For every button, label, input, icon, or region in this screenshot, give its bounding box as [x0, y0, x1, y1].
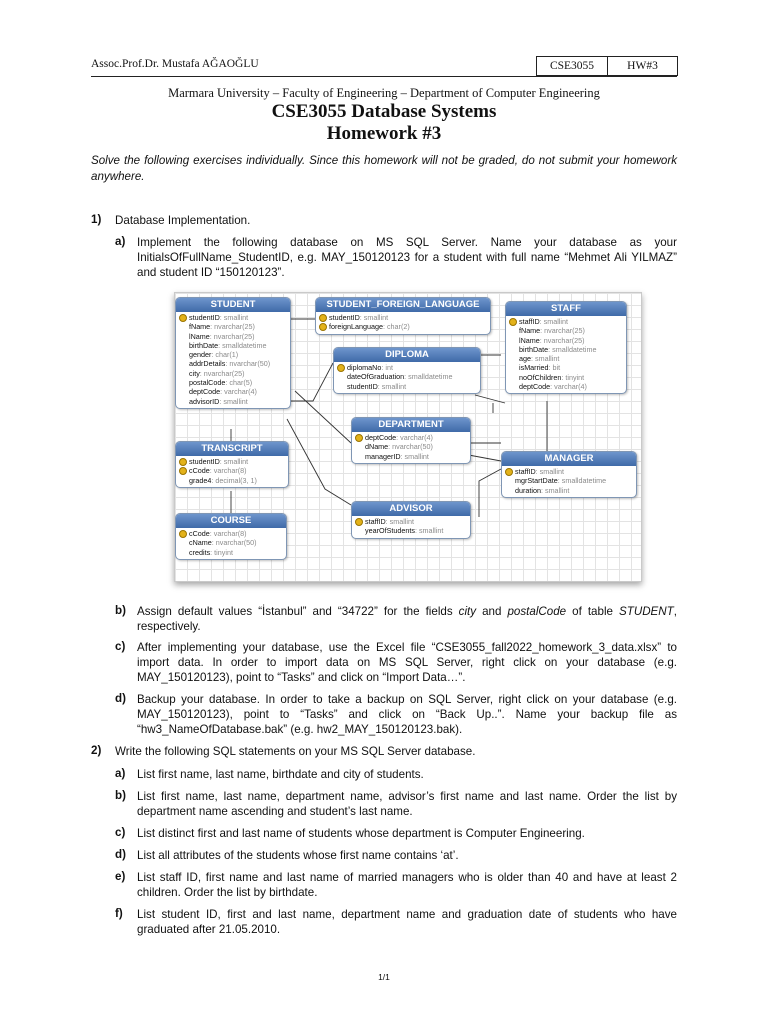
attribute-type: : smallint — [400, 451, 429, 461]
attribute-name: cCode — [189, 529, 210, 538]
entity-attribute — [509, 345, 623, 354]
attribute-name: birthDate — [189, 340, 219, 350]
attribute-name: gender — [189, 350, 212, 360]
entity-staff — [505, 301, 627, 394]
q2c-label: c) — [115, 826, 126, 839]
primary-key-attribute — [319, 313, 487, 322]
entity-attribute — [179, 476, 285, 485]
attribute-type: : int — [381, 363, 393, 372]
attribute-name: age — [519, 354, 531, 364]
attribute-type: : varchar(4) — [220, 387, 257, 397]
attribute-name: studentID — [189, 457, 220, 466]
entity-advisor — [351, 501, 471, 539]
attribute-type: : varchar(4) — [550, 382, 587, 392]
q1-text: Database Implementation. — [115, 214, 251, 227]
attribute-name: lName — [519, 335, 540, 345]
attribute-type: : varchar(8) — [209, 529, 247, 538]
q1c-text: After implementing your database, use the Excel file “CSE3055_fall2022_homework_3_data.xlsx” to import data. In order to import data on MS SQL Server, right click on your database (e.g. MAY_150120123), point to “Tasks” and click on “Import Data…”. — [137, 641, 677, 684]
q2b-label: b) — [115, 789, 126, 802]
attribute-name: city — [189, 368, 200, 378]
primary-key-attribute — [355, 517, 467, 526]
entity-attribute — [509, 373, 623, 382]
entity-title: STAFF — [506, 302, 626, 316]
attribute-type: : nvarchar(25) — [540, 326, 585, 336]
entity-attribute — [179, 538, 283, 547]
attribute-name: diplomaNo — [347, 363, 382, 372]
primary-key-attribute — [319, 322, 487, 331]
entity-department — [351, 417, 471, 464]
er-diagram — [174, 292, 642, 582]
attribute-name: fName — [189, 322, 211, 332]
attribute-type: : char(1) — [211, 350, 239, 360]
entity-student-foreign-language — [315, 297, 491, 335]
attribute-name: dateOfGraduation — [347, 372, 405, 382]
entity-title: COURSE — [176, 514, 286, 528]
attribute-type: : smallint — [219, 396, 248, 406]
attribute-name: duration — [515, 485, 541, 495]
attribute-type: : char(2) — [382, 322, 410, 332]
entity-manager — [501, 451, 637, 498]
attribute-type: : varchar(8) — [209, 466, 247, 476]
attribute-type: : nvarchar(50) — [211, 538, 257, 548]
entity-attribute — [509, 326, 623, 335]
entity-transcript — [175, 441, 289, 488]
entity-attribute — [509, 363, 623, 372]
attribute-type: : smallint — [359, 313, 389, 322]
attribute-type: : smalldatetime — [557, 476, 607, 486]
attribute-name: cCode — [189, 466, 210, 476]
attribute-name: fName — [519, 326, 541, 336]
attribute-type: : smallint — [531, 354, 560, 364]
attribute-name: foreignLanguage — [329, 322, 383, 332]
attribute-name: grade4 — [189, 475, 212, 485]
primary-key-attribute — [337, 363, 477, 372]
q2-number: 2) — [91, 744, 102, 757]
homework-code: HW#3 — [627, 60, 658, 72]
attribute-type: : nvarchar(50) — [225, 359, 271, 369]
entity-attribute — [337, 372, 477, 381]
q1-number: 1) — [91, 213, 102, 226]
q2e-text: List staff ID, first name and last name of married managers who is older than 40 and have at least 2 children. Order the list by birthdate. — [137, 871, 677, 899]
entity-title: TRANSCRIPT — [176, 442, 288, 456]
header-divider — [91, 76, 677, 77]
q2-text: Write the following SQL statements on your MS SQL Server database. — [115, 745, 476, 758]
q2a-label: a) — [115, 767, 126, 780]
attribute-name: managerID — [365, 451, 401, 461]
page-subtitle: Homework #3 — [326, 123, 442, 144]
q2f-label: f) — [115, 907, 123, 920]
attribute-type: : smallint — [377, 381, 407, 391]
entity-attribute — [179, 350, 287, 359]
attribute-name: birthDate — [519, 344, 549, 354]
entity-title: DEPARTMENT — [352, 418, 470, 432]
primary-key-attribute — [505, 467, 633, 476]
q2b-text: List first name, last name, department name, advisor’s first name and last name. Order the list by department name ascending and student’s last name. — [137, 790, 677, 818]
attribute-name: studentID — [329, 313, 360, 322]
q2e-label: e) — [115, 870, 126, 883]
primary-key-attribute — [179, 313, 287, 322]
primary-key-attribute — [179, 529, 283, 538]
attribute-name: staffID — [519, 317, 540, 326]
q2f-text: List student ID, first and last name, department name and graduation date of students who have graduated after 21.05.2010. — [137, 908, 677, 936]
q2a-text: List first name, last name, birthdate and city of students. — [137, 768, 424, 781]
primary-key-attribute — [179, 466, 285, 475]
attribute-name: staffID — [365, 517, 386, 526]
q1b-text: Assign default values “İstanbul” and “34722” for the fields city and postalCode of table STUDENT, respectively. — [137, 605, 677, 633]
attribute-name: cName — [189, 538, 212, 548]
q1d-text: Backup your database. In order to take a backup on SQL Server, right click on your database (e.g. MAY_150120123), point to “Tasks” and click on “Back Up..”. Name your backup file as “hw3_NameOfDatabase.bak” (e.g. hw2_MAY_150120123.bak). — [137, 693, 677, 736]
entity-attribute — [179, 322, 287, 331]
attribute-name: studentID — [189, 313, 220, 322]
q1b-label: b) — [115, 604, 126, 617]
entity-attribute — [179, 341, 287, 350]
attribute-name: studentID — [347, 381, 378, 391]
entity-title: MANAGER — [502, 452, 636, 466]
entity-attribute — [505, 476, 633, 485]
entity-attribute — [179, 397, 287, 406]
author-name: Assoc.Prof.Dr. Mustafa AĞAOĞLU — [91, 58, 259, 70]
course-box — [536, 56, 678, 76]
attribute-type: : char(5) — [225, 378, 253, 388]
attribute-name: addrDetails — [189, 359, 226, 369]
attribute-name: postalCode — [189, 378, 226, 388]
entity-course — [175, 513, 287, 560]
attribute-name: advisorID — [189, 396, 220, 406]
attribute-type: : smallint — [540, 485, 570, 495]
entity-student — [175, 297, 291, 409]
attribute-type: : smallint — [219, 313, 249, 322]
attribute-type: : smallint — [219, 457, 249, 466]
university-line: Marmara University – Faculty of Engineering – Department of Computer Engineering — [168, 86, 600, 100]
attribute-type: : nvarchar(25) — [199, 368, 245, 378]
attribute-name: isMarried — [519, 363, 549, 373]
attribute-type: : smalldatetime — [218, 340, 267, 350]
entity-diploma — [333, 347, 481, 394]
entity-attribute — [355, 442, 467, 451]
attribute-name: noOfChildren — [519, 372, 562, 382]
entity-attribute — [179, 378, 287, 387]
attribute-type: : smallint — [414, 526, 444, 536]
q1c-label: c) — [115, 640, 126, 653]
entity-attribute — [509, 354, 623, 363]
entity-title: STUDENT — [176, 298, 290, 312]
entity-title: ADVISOR — [352, 502, 470, 516]
attribute-type: : smalldatetime — [404, 372, 453, 382]
attribute-type: : varchar(4) — [396, 433, 433, 442]
entity-attribute — [355, 526, 467, 535]
primary-key-attribute — [179, 457, 285, 466]
attribute-type: : smallint — [539, 317, 568, 326]
q2d-text: List all attributes of the students whose first name contains ‘at’. — [137, 849, 459, 862]
attribute-type: : tinyint — [210, 547, 233, 557]
q1a-label: a) — [115, 235, 126, 248]
primary-key-attribute — [355, 433, 467, 442]
q2c-text: List distinct first and last name of students whose department is Computer Engineering. — [137, 827, 585, 840]
primary-key-attribute — [509, 317, 623, 326]
entity-attribute — [179, 387, 287, 396]
page-title: CSE3055 Database Systems — [271, 101, 497, 122]
attribute-type: : bit — [548, 363, 561, 373]
attribute-type: : nvarchar(25) — [539, 335, 585, 345]
intro-text: Solve the following exercises individually. Since this homework will not be graded, do not submit your homework anywhere. — [91, 154, 677, 183]
entity-attribute — [179, 369, 287, 378]
attribute-name: dName — [365, 442, 389, 452]
attribute-name: mgrStartDate — [515, 476, 558, 486]
q2d-label: d) — [115, 848, 126, 861]
attribute-name: credits — [189, 547, 211, 557]
entity-title: STUDENT_FOREIGN_LANGUAGE — [316, 298, 490, 312]
attribute-type: : decimal(3, 1) — [211, 475, 257, 485]
entity-attribute — [505, 486, 633, 495]
attribute-name: lName — [189, 331, 210, 341]
attribute-name: deptCode — [365, 433, 397, 442]
attribute-type: : nvarchar(25) — [210, 322, 255, 332]
entity-title: DIPLOMA — [334, 348, 480, 362]
entity-attribute — [509, 336, 623, 345]
entity-attribute — [509, 382, 623, 391]
attribute-type: : smalldatetime — [548, 344, 597, 354]
attribute-type: : nvarchar(50) — [388, 442, 433, 452]
attribute-type: : nvarchar(25) — [209, 331, 255, 341]
attribute-type: : smallint — [385, 517, 414, 526]
entity-attribute — [337, 382, 477, 391]
attribute-type: : smallint — [535, 467, 564, 476]
attribute-type: : tinyint — [561, 372, 585, 382]
attribute-name: deptCode — [519, 382, 551, 392]
course-code: CSE3055 — [537, 57, 608, 75]
entity-attribute — [179, 332, 287, 341]
page-number: 1/1 — [378, 972, 390, 982]
attribute-name: staffID — [515, 467, 536, 476]
q1a-text: Implement the following database on MS SQL Server. Name your database as your InitialsOfFullName_StudentID, e.g. MAY_150120123 for a student with full name “Mehmet Ali YILMAZ” and student ID “150120123”. — [137, 236, 677, 279]
q1d-label: d) — [115, 692, 126, 705]
attribute-name: deptCode — [189, 387, 221, 397]
entity-attribute — [179, 548, 283, 557]
attribute-name: yearOfStudents — [365, 526, 415, 536]
entity-attribute — [179, 359, 287, 368]
entity-attribute — [355, 452, 467, 461]
